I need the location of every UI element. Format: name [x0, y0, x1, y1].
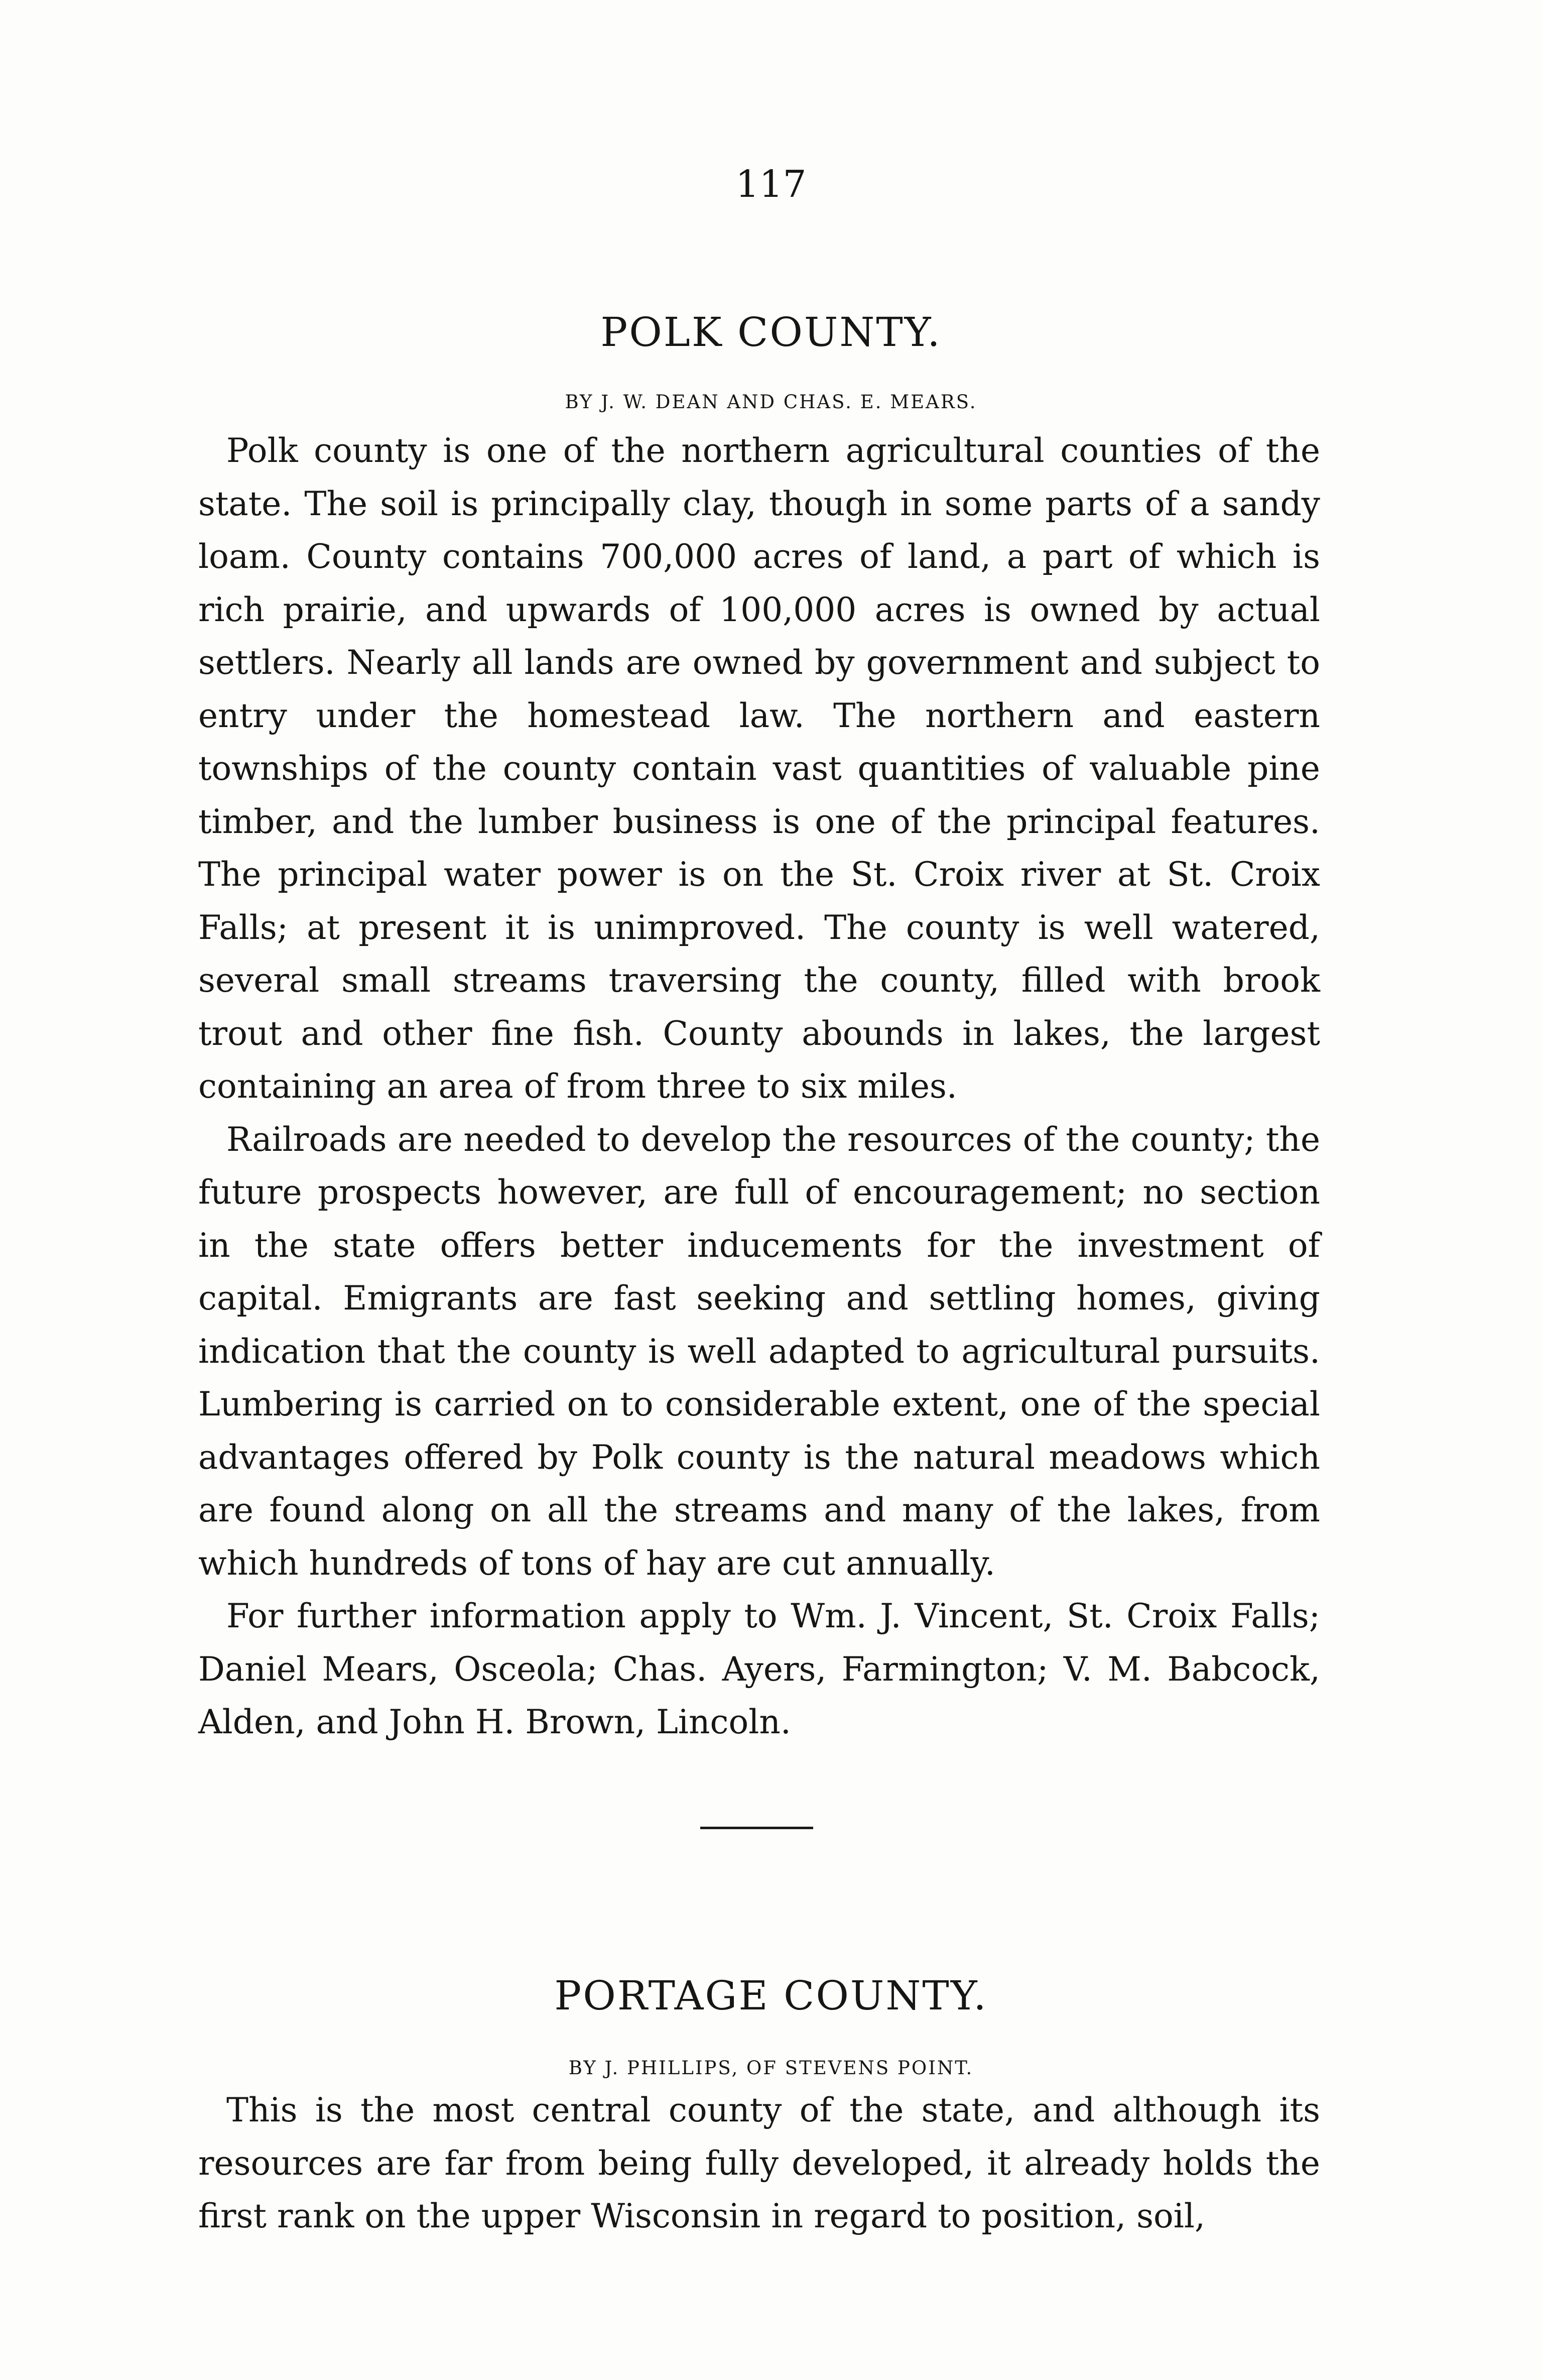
portage-county-title: PORTAGE COUNTY.: [554, 1972, 988, 2019]
section-divider: [700, 1827, 813, 1829]
portage-county-text: [198, 2084, 1320, 2243]
polk-paragraph-3: For further information apply to Wm. J. Vincent, St. Croix Falls; Daniel Mears, Osceola; Chas. Ayers, Farmington; V. M. Babcock, Alden, and John H. Brown, Lincoln.: [198, 1597, 1320, 1741]
polk-county-byline: BY J. W. DEAN AND CHAS. E. MEARS.: [565, 391, 977, 413]
polk-county-text: [198, 424, 1320, 1749]
polk-paragraph-2: Railroads are needed to develop the resources of the county; the future prospects however, are full of encouragement; no section in the state offers better inducements for the investment of capital. Emigrants are fast seeking and settling homes, giving indication that the county is well adapted to agricultural pursuits. Lumbering is carried on to considerable extent, one of the special advantages offered by Polk county is the natural meadows which are found along on all the streams and many of the lakes, from which hundreds of tons of hay are cut annually.: [198, 1120, 1320, 1583]
portage-paragraph-1: This is the most central county of the state, and although its resources are far from being fully developed, it already holds the first rank on the upper Wisconsin in regard to position, soil,: [198, 2091, 1320, 2235]
polk-county-title: POLK COUNTY.: [600, 309, 942, 355]
page-number: 117: [735, 163, 807, 206]
portage-county-byline: BY J. PHILLIPS, OF STEVENS POINT.: [568, 2057, 974, 2079]
polk-paragraph-1: Polk county is one of the northern agricultural counties of the state. The soil is principally clay, though in some parts of a sandy loam. County contains 700,000 acres of land, a part of which is rich prairie, and upwards of 100,000 acres is owned by actual settlers. Nearly all lands are owned by government and subject to entry under the homestead law. The northern and eastern townships of the county contain vast quantities of valuable pine timber, and the lumber business is one of the principal features. The principal water power is on the St. Croix river at St. Croix Falls; at present it is unimproved. The county is well watered, several small streams traversing the county, filled with brook trout and other fine fish. County abounds in lakes, the largest containing an area of from three to six miles.: [198, 431, 1320, 1106]
